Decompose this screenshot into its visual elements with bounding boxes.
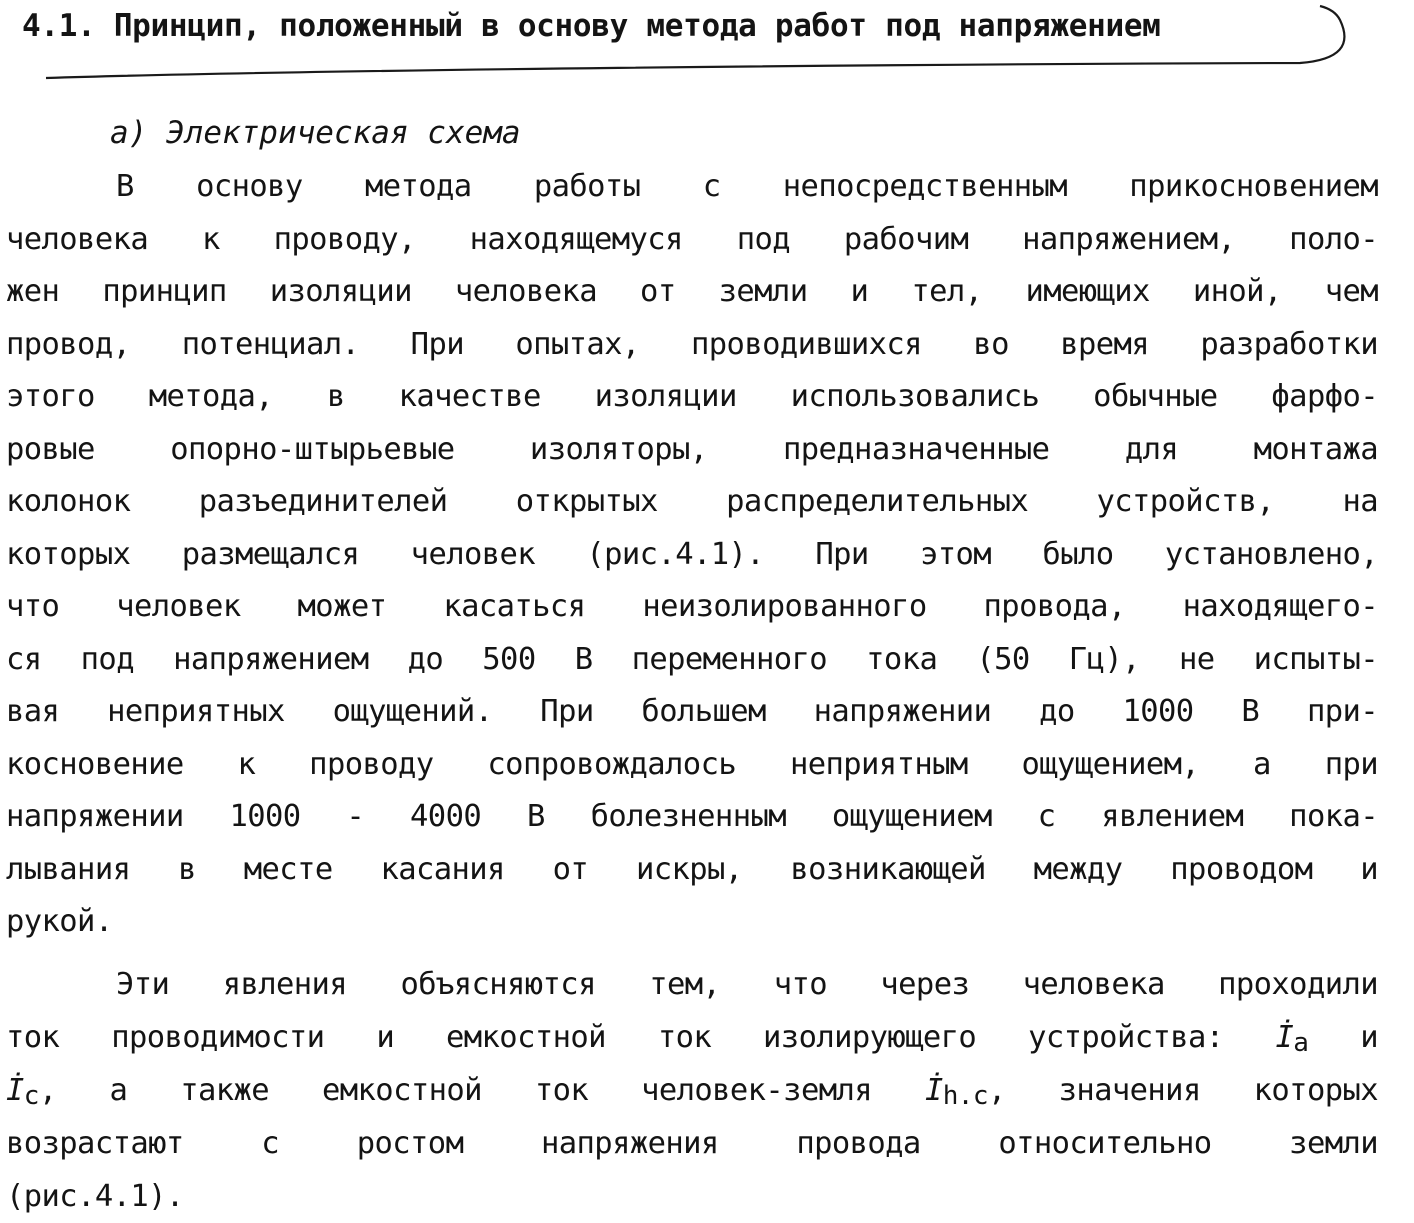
paragraph-line (6, 1011, 1378, 1064)
paragraph-line: (рис.4.1). (6, 1179, 184, 1214)
paragraph-line: Эти явления объясняются тем, что через человека проходили (116, 967, 1378, 1002)
conjunction-text: и (1360, 1020, 1379, 1055)
paragraph-line: напряжении 1000 - 4000 В болезненным ощущением с явлением пока- (6, 799, 1378, 834)
section-heading: 4.1. Принцип, положенный в основу метода работ под напряжением (22, 8, 1161, 44)
paragraph-line: лывания в месте касания от искры, возникающей между проводом и (6, 851, 1378, 887)
paragraph-2 (6, 958, 1378, 1223)
paragraph-line: которых размещался человек (рис.4.1). При этом было установлено, (6, 536, 1378, 572)
subsection-title: а) Электрическая схема (110, 115, 521, 151)
paragraph-line: рукой. (6, 904, 113, 939)
paragraph-line: вая неприятных ощущений. При большем напряжении до 1000 В при- (6, 694, 1378, 729)
paragraph-line: В основу метода работы с непосредственным прикосновением (116, 169, 1378, 204)
current-symbol-ihc: İh.c (924, 1073, 988, 1111)
paragraph-line: колонок разъединителей открытых распределительных устройств, на (6, 484, 1378, 519)
current-symbol-ia: İa (1275, 1020, 1309, 1058)
paragraph-line: что человек может касаться неизолированного провода, находящего- (6, 589, 1378, 624)
paragraph-line: возрастают с ростом напряжения провода относительно земли (6, 1126, 1378, 1161)
paragraph-line: жен принцип изоляции человека от земли и тел, имеющих иной, чем (6, 274, 1378, 309)
paragraph-line: косновение к проводу сопровождалось неприятным ощущением, а при (6, 746, 1378, 782)
paragraph-line (6, 1064, 1378, 1117)
paragraph-line: человека к проводу, находящемуся под рабочим напряжением, поло- (6, 221, 1378, 257)
paragraph-1 (6, 161, 1378, 949)
paragraph-line-text: , а также емкостной ток человек-земля (38, 1073, 872, 1108)
paragraph-line-text: , значения которых (987, 1073, 1378, 1108)
paragraph-line: этого метода, в качестве изоляции использовались обычные фарфо- (6, 379, 1378, 414)
paragraph-line: ся под напряжением до 500 В переменного тока (50 Гц), не испыты- (6, 641, 1378, 677)
current-symbol-ic: İc (6, 1073, 39, 1111)
paragraph-line: ровые опорно-штырьевые изоляторы, предназначенные для монтажа (6, 431, 1378, 467)
paragraph-line-text: ток проводимости и емкостной ток изолирующего устройства: (6, 1020, 1224, 1055)
paragraph-line: провод, потенциал. При опытах, проводившихся во время разработки (6, 326, 1378, 362)
